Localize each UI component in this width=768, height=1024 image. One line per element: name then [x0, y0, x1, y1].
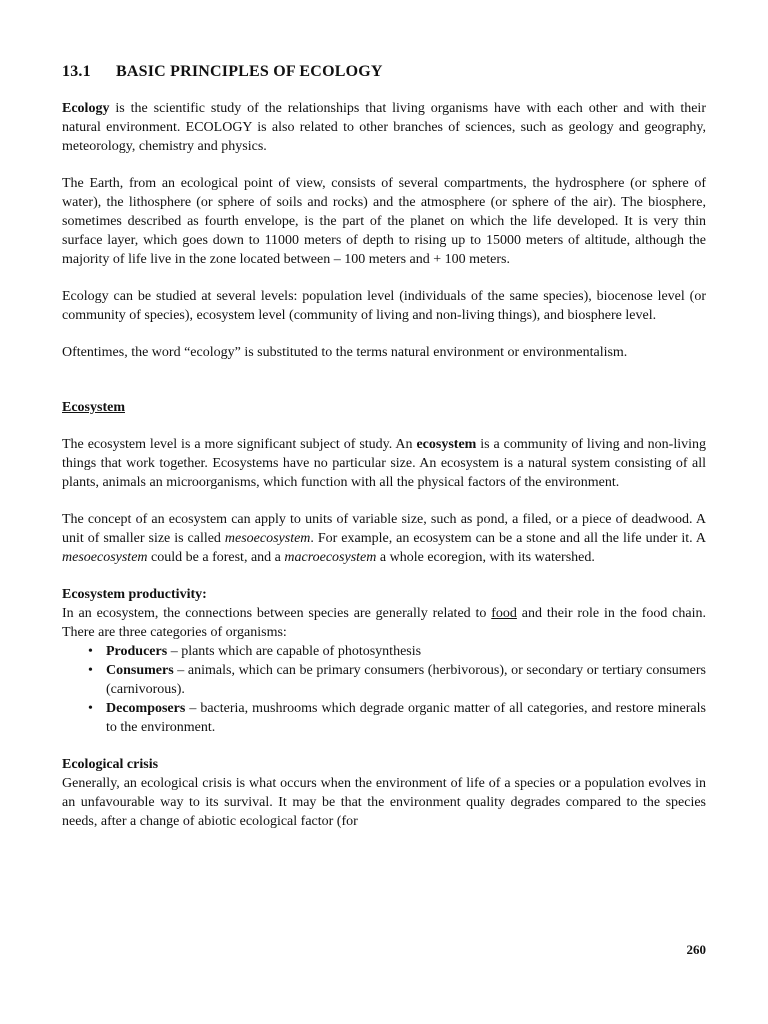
ecosystem-heading: Ecosystem	[62, 400, 125, 415]
paragraph-ecosystem-size	[62, 510, 706, 567]
term-ecosystem: ecosystem	[416, 437, 477, 452]
paragraph-ecosystem-definition	[62, 435, 706, 492]
term-macroecosystem: macroecosystem	[284, 550, 377, 565]
paragraph-text: is a community of living and non-living things that work together. Ecosystems have no particular size. An ecosystem is a natural system consisting of all plants, animals an microorganisms, which function with all the physical factors of the environment.	[62, 437, 706, 490]
list-item-decomposers	[106, 699, 706, 737]
paragraph-text: The ecosystem level is a more significant subject of study. An	[62, 437, 417, 452]
section-number: 13.1	[62, 63, 91, 80]
paragraph-text: could be a forest, and a	[147, 550, 285, 565]
paragraph-earth-compartments: The Earth, from an ecological point of view, consists of several compartments, the hydrosphere (or sphere of water), the lithosphere (or sphere of soils and rocks) and the atmosphere (or sphere of the air). The biosphere, sometimes described as fourth envelope, is the part of the planet on which the life developed. It is very thin surface layer, which goes down to 11000 meters of depth to rising up to 15000 meters of altitude, although the majority of life live in the zone located between – 100 meters and + 100 meters.	[62, 176, 706, 267]
paragraph-text: is the scientific study of the relationships that living organisms have with each other and with their natural environment. ECOLOGY is also related to other branches of sciences, such as geology and geography, meteorology, chemistry and physics.	[62, 101, 706, 154]
paragraph-ecology-definition	[62, 99, 706, 156]
term-decomposers: Decomposers	[106, 701, 186, 716]
paragraph-text: and their role in the food chain. There are three categories of organisms:	[62, 606, 706, 640]
productivity-heading: Ecosystem productivity:	[62, 587, 207, 602]
paragraph-ecology-levels: Ecology can be studied at several levels: population level (individuals of the same species), biocenose level (or community of species), ecosystem level (community of living and non-living things), and biosphere level.	[62, 289, 706, 323]
list-item-consumers	[106, 661, 706, 699]
section-title: BASIC PRINCIPLES OF ECOLOGY	[116, 63, 383, 80]
crisis-heading: Ecological crisis	[62, 757, 159, 772]
page-number: 260	[686, 942, 706, 957]
organism-categories-list	[62, 642, 706, 737]
list-item-producers	[106, 642, 706, 661]
list-item-text: – bacteria, mushrooms which degrade organic matter of all categories, and restore minerals to the environment.	[106, 701, 706, 735]
document-page	[62, 62, 706, 831]
paragraph-productivity-intro	[62, 604, 706, 642]
paragraph-text: The concept of an ecosystem can apply to units of variable size, such as pond, a filed, or a piece of deadwood. A unit of smaller size is called	[62, 512, 706, 546]
term-mesoecosystem: mesoecosystem	[224, 531, 311, 546]
paragraph-text: a whole ecoregion, with its watershed.	[376, 550, 595, 565]
food-link[interactable]: food	[491, 606, 517, 621]
term-producers: Producers	[106, 644, 168, 659]
paragraph-text: . For example, an ecosystem can be a stone and all the life under it. A	[310, 531, 706, 546]
term-consumers: Consumers	[106, 663, 174, 678]
list-item-text: – animals, which can be primary consumers (herbivorous), or secondary or tertiary consumers (carnivorous).	[106, 663, 706, 697]
paragraph-text: In an ecosystem, the connections between species are generally related to	[62, 606, 492, 621]
list-item-text: – plants which are capable of photosynthesis	[167, 644, 422, 659]
paragraph-ecological-crisis: Generally, an ecological crisis is what occurs when the environment of life of a species or a population evolves in an unfavourable way to its survival. It may be that the environment quality degrades compared to the species needs, after a change of abiotic ecological factor (for	[62, 776, 706, 829]
paragraph-ecology-word: Oftentimes, the word “ecology” is substituted to the terms natural environment or environmentalism.	[62, 345, 628, 360]
term-mesoecosystem: mesoecosystem	[62, 550, 148, 565]
term-ecology: Ecology	[62, 101, 110, 116]
section-heading	[62, 62, 706, 81]
